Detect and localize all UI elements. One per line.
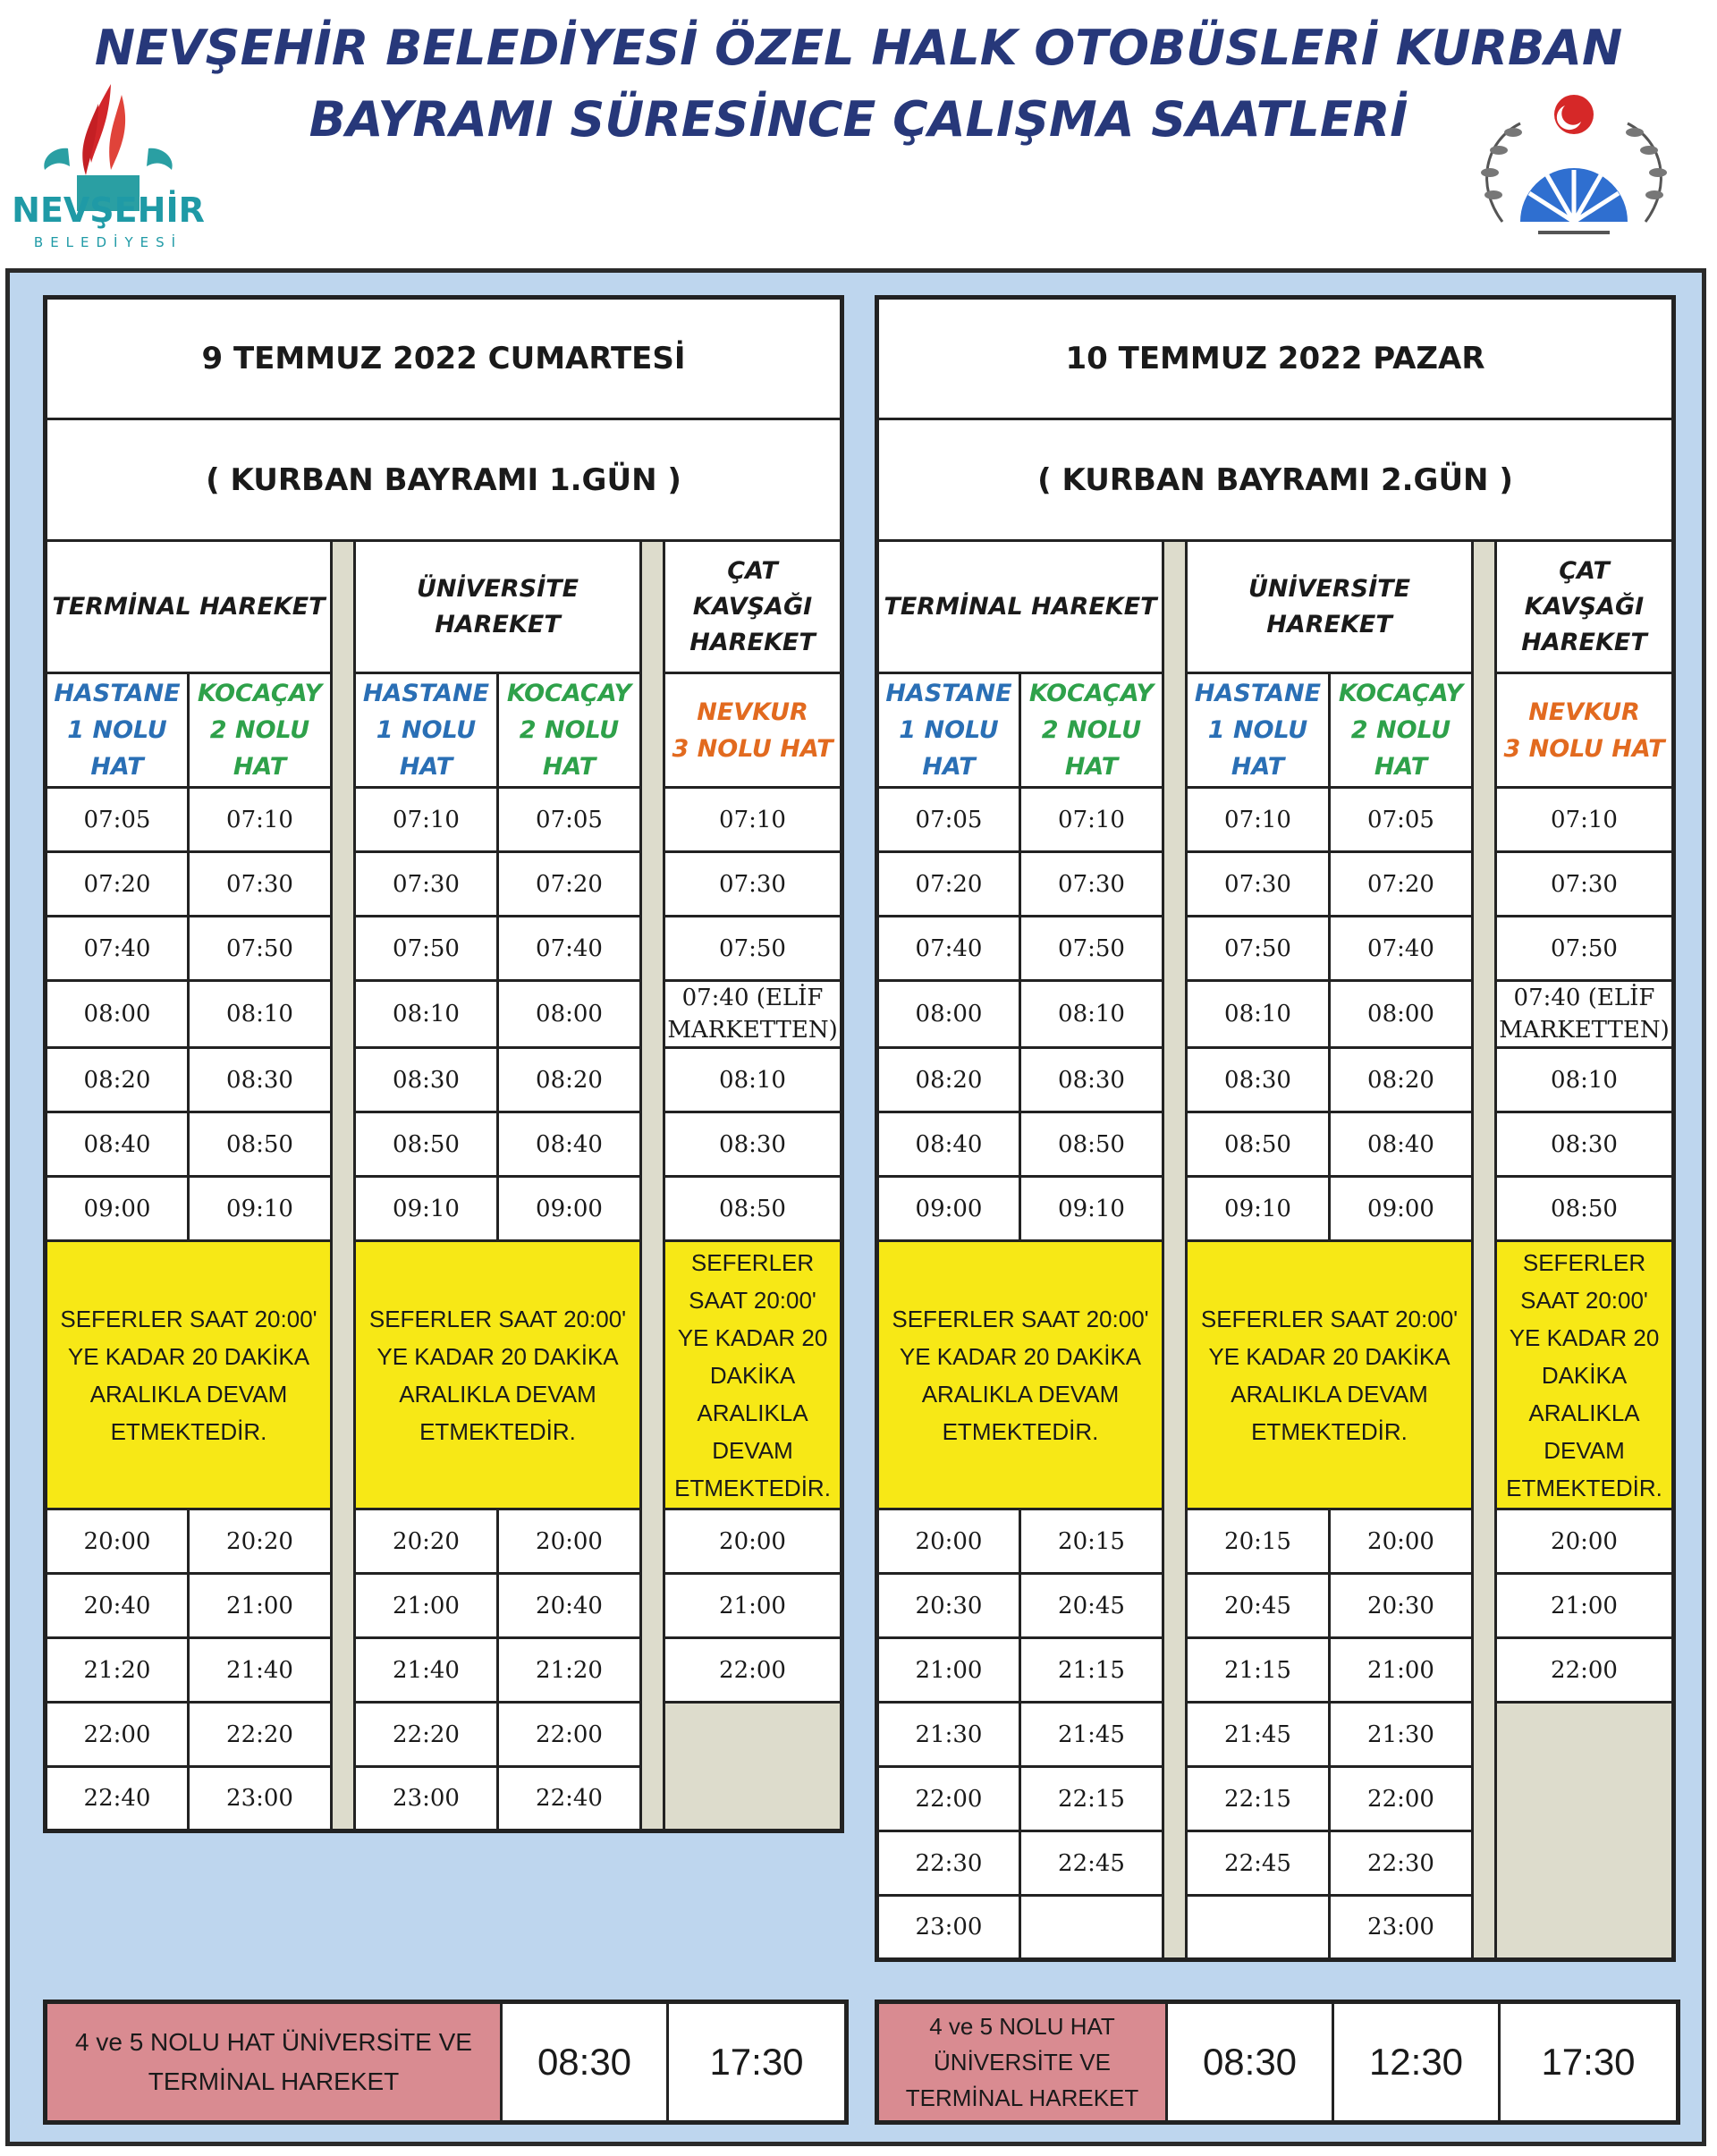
time-cell: 08:00 — [1330, 981, 1473, 1048]
time-cell: 09:00 — [1330, 1177, 1473, 1241]
time-cell: 07:40 — [46, 917, 189, 981]
time-cell: 09:00 — [46, 1177, 189, 1241]
time-cell: 07:30 — [664, 852, 842, 917]
time-cell: 20:20 — [355, 1509, 498, 1574]
time-cell: 08:50 — [355, 1112, 498, 1177]
day-2-terminal-header: TERMİNAL HAREKET — [877, 541, 1163, 673]
time-cell: 20:00 — [1496, 1509, 1673, 1574]
time-cell: 07:40 — [498, 917, 641, 981]
time-cell: 07:10 — [189, 788, 332, 852]
time-cell: 08:30 — [189, 1048, 332, 1112]
day-1-universite-header: ÜNİVERSİTE HAREKET — [355, 541, 641, 673]
time-cell: 20:00 — [664, 1509, 842, 1574]
time-cell: 07:20 — [1330, 852, 1473, 917]
day-2-u-hastane-label: HASTANE 1 NOLU HAT — [1187, 673, 1330, 788]
empty-filler-cell — [1496, 1703, 1674, 1960]
day-1-u-hastane-label: HASTANE 1 NOLU HAT — [355, 673, 498, 788]
time-cell: 07:40 (ELİF MARKETTEN) — [1496, 981, 1673, 1048]
time-cell: 20:20 — [189, 1509, 332, 1574]
day-2-t-kocacay-label: KOCAÇAY 2 NOLU HAT — [1020, 673, 1163, 788]
time-cell: 22:40 — [498, 1767, 641, 1831]
time-cell: 07:50 — [189, 917, 332, 981]
title-line-2: BAYRAMI SÜRESİNCE ÇALIŞMA SAATLERİ — [309, 91, 1408, 148]
time-cell: 21:00 — [877, 1638, 1020, 1703]
day-2-date: 10 TEMMUZ 2022 PAZAR — [877, 298, 1673, 419]
day-2-cat-header: ÇAT KAVŞAĞI HAREKET — [1496, 541, 1673, 673]
day-1-t-hastane-label: HASTANE 1 NOLU HAT — [46, 673, 189, 788]
time-cell: 20:15 — [1020, 1509, 1163, 1574]
time-cell: 08:20 — [498, 1048, 641, 1112]
time-cell: 22:15 — [1020, 1767, 1163, 1831]
day-2-cat-notice: SEFERLER SAAT 20:00' YE KADAR 20 DAKİKA ARALIKLA DEVAM ETMEKTEDİR. — [1496, 1241, 1673, 1509]
time-cell: 21:40 — [189, 1638, 332, 1703]
column-separator — [641, 541, 664, 1831]
time-cell: 08:10 — [1187, 981, 1330, 1048]
time-cell: 21:00 — [355, 1574, 498, 1638]
time-cell: 08:10 — [355, 981, 498, 1048]
day-2-universite-header: ÜNİVERSİTE HAREKET — [1187, 541, 1473, 673]
column-separator — [1473, 541, 1496, 1960]
time-cell: 20:00 — [877, 1509, 1020, 1574]
time-cell: 09:10 — [1020, 1177, 1163, 1241]
time-cell: 07:05 — [877, 788, 1020, 852]
time-cell: 08:20 — [877, 1048, 1020, 1112]
time-cell: 22:20 — [355, 1703, 498, 1767]
empty-filler-cell — [664, 1703, 842, 1831]
day-1-footer-time: 08:30 — [502, 2002, 668, 2123]
time-cell: 09:10 — [1187, 1177, 1330, 1241]
time-cell: 08:20 — [46, 1048, 189, 1112]
time-cell: 20:00 — [498, 1509, 641, 1574]
time-cell: 08:50 — [1020, 1112, 1163, 1177]
time-cell: 22:40 — [46, 1767, 189, 1831]
day-2-footer-time: 08:30 — [1167, 2002, 1333, 2123]
time-cell: 07:10 — [1496, 788, 1673, 852]
time-cell: 22:20 — [189, 1703, 332, 1767]
day-1-date: 9 TEMMUZ 2022 CUMARTESİ — [46, 298, 842, 419]
time-cell: 08:00 — [498, 981, 641, 1048]
time-cell: 22:00 — [877, 1767, 1020, 1831]
day-2-footer-time: 12:30 — [1333, 2002, 1500, 2123]
time-cell: 20:00 — [1330, 1509, 1473, 1574]
time-cell: 07:10 — [1020, 788, 1163, 852]
day-1-universite-notice: SEFERLER SAAT 20:00' YE KADAR 20 DAKİKA ARALIKLA DEVAM ETMEKTEDİR. — [355, 1241, 641, 1509]
day-1-footer-time: 17:30 — [668, 2002, 847, 2123]
time-cell — [1020, 1896, 1163, 1960]
day-1-cat-header: ÇAT KAVŞAĞI HAREKET — [664, 541, 842, 673]
nevsehir-municipality-logo — [5, 77, 211, 256]
time-cell: 09:10 — [355, 1177, 498, 1241]
time-cell: 21:00 — [664, 1574, 842, 1638]
time-cell: 21:40 — [355, 1638, 498, 1703]
day-1-t-kocacay-label: KOCAÇAY 2 NOLU HAT — [189, 673, 332, 788]
time-cell: 07:50 — [664, 917, 842, 981]
time-cell: 23:00 — [1330, 1896, 1473, 1960]
time-cell: 22:00 — [498, 1703, 641, 1767]
time-cell: 07:30 — [189, 852, 332, 917]
time-cell: 20:15 — [1187, 1509, 1330, 1574]
time-cell: 22:00 — [46, 1703, 189, 1767]
time-cell: 08:10 — [1020, 981, 1163, 1048]
day-2-nevkur-label: NEVKUR 3 NOLU HAT — [1496, 673, 1673, 788]
time-cell: 23:00 — [355, 1767, 498, 1831]
logo-left-sub: BELEDİYESİ — [33, 234, 183, 250]
column-separator — [1163, 541, 1187, 1960]
time-cell: 07:40 — [877, 917, 1020, 981]
time-cell: 20:30 — [877, 1574, 1020, 1638]
time-cell: 07:50 — [1187, 917, 1330, 981]
time-cell: 07:10 — [664, 788, 842, 852]
time-cell: 08:10 — [189, 981, 332, 1048]
time-cell: 22:15 — [1187, 1767, 1330, 1831]
time-cell: 20:40 — [498, 1574, 641, 1638]
time-cell: 07:50 — [1020, 917, 1163, 981]
time-cell: 08:30 — [1020, 1048, 1163, 1112]
time-cell: 22:45 — [1187, 1831, 1330, 1896]
time-cell: 21:45 — [1020, 1703, 1163, 1767]
time-cell: 07:20 — [877, 852, 1020, 917]
time-cell: 22:30 — [877, 1831, 1020, 1896]
time-cell: 22:00 — [664, 1638, 842, 1703]
time-cell: 08:50 — [189, 1112, 332, 1177]
time-cell: 08:20 — [1330, 1048, 1473, 1112]
day-2-u-kocacay-label: KOCAÇAY 2 NOLU HAT — [1330, 673, 1473, 788]
day-2-universite-notice: SEFERLER SAAT 20:00' YE KADAR 20 DAKİKA ARALIKLA DEVAM ETMEKTEDİR. — [1187, 1241, 1473, 1509]
time-cell: 07:30 — [1187, 852, 1330, 917]
time-cell: 07:10 — [1187, 788, 1330, 852]
time-cell: 07:05 — [1330, 788, 1473, 852]
time-cell: 21:30 — [877, 1703, 1020, 1767]
time-cell: 07:20 — [46, 852, 189, 917]
time-cell: 23:00 — [189, 1767, 332, 1831]
day-1-terminal-header: TERMİNAL HAREKET — [46, 541, 332, 673]
time-cell: 22:00 — [1330, 1767, 1473, 1831]
time-cell: 22:30 — [1330, 1831, 1473, 1896]
time-cell: 21:20 — [498, 1638, 641, 1703]
time-cell: 21:15 — [1020, 1638, 1163, 1703]
page-title — [0, 13, 1717, 156]
time-cell: 08:30 — [355, 1048, 498, 1112]
time-cell: 08:50 — [1496, 1177, 1673, 1241]
time-cell: 20:45 — [1187, 1574, 1330, 1638]
day-2-schedule-table — [875, 295, 1676, 1962]
day-1-nevkur-label: NEVKUR 3 NOLU HAT — [664, 673, 842, 788]
time-cell: 08:30 — [664, 1112, 842, 1177]
time-cell: 08:00 — [46, 981, 189, 1048]
time-cell: 08:50 — [1187, 1112, 1330, 1177]
time-cell: 21:45 — [1187, 1703, 1330, 1767]
time-cell: 08:00 — [877, 981, 1020, 1048]
time-cell: 07:05 — [498, 788, 641, 852]
time-cell: 20:45 — [1020, 1574, 1163, 1638]
day-1-u-kocacay-label: KOCAÇAY 2 NOLU HAT — [498, 673, 641, 788]
time-cell: 09:00 — [498, 1177, 641, 1241]
time-cell: 07:50 — [1496, 917, 1673, 981]
time-cell: 08:40 — [46, 1112, 189, 1177]
day-1-schedule-table — [43, 295, 844, 1833]
time-cell: 22:45 — [1020, 1831, 1163, 1896]
time-cell: 07:50 — [355, 917, 498, 981]
time-cell: 20:40 — [46, 1574, 189, 1638]
column-separator — [332, 541, 355, 1831]
time-cell: 07:30 — [1020, 852, 1163, 917]
day-1-terminal-notice: SEFERLER SAAT 20:00' YE KADAR 20 DAKİKA ARALIKLA DEVAM ETMEKTEDİR. — [46, 1241, 332, 1509]
day-2-t-hastane-label: HASTANE 1 NOLU HAT — [877, 673, 1020, 788]
time-cell: 20:30 — [1330, 1574, 1473, 1638]
time-cell: 09:00 — [877, 1177, 1020, 1241]
time-cell: 21:30 — [1330, 1703, 1473, 1767]
time-cell: 22:00 — [1496, 1638, 1673, 1703]
time-cell: 08:40 — [877, 1112, 1020, 1177]
time-cell: 08:10 — [1496, 1048, 1673, 1112]
day-2-terminal-notice: SEFERLER SAAT 20:00' YE KADAR 20 DAKİKA ARALIKLA DEVAM ETMEKTEDİR. — [877, 1241, 1163, 1509]
day-1-holiday: ( KURBAN BAYRAMI 1.GÜN ) — [46, 419, 842, 541]
day-1-cat-notice: SEFERLER SAAT 20:00' YE KADAR 20 DAKİKA ARALIKLA DEVAM ETMEKTEDİR. — [664, 1241, 842, 1509]
time-cell: 08:40 — [1330, 1112, 1473, 1177]
time-cell: 07:30 — [355, 852, 498, 917]
time-cell: 20:00 — [46, 1509, 189, 1574]
time-cell: 07:40 (ELİF MARKETTEN) — [664, 981, 842, 1048]
time-cell: 21:20 — [46, 1638, 189, 1703]
day-2-footer-table — [875, 2000, 1680, 2125]
time-cell: 07:40 — [1330, 917, 1473, 981]
time-cell: 09:10 — [189, 1177, 332, 1241]
time-cell: 21:00 — [1330, 1638, 1473, 1703]
time-cell: 07:20 — [498, 852, 641, 917]
time-cell: 08:30 — [1187, 1048, 1330, 1112]
time-cell: 21:00 — [1496, 1574, 1673, 1638]
day-1-footer-table — [43, 2000, 849, 2125]
time-cell: 08:30 — [1496, 1112, 1673, 1177]
time-cell: 21:15 — [1187, 1638, 1330, 1703]
time-cell: 07:05 — [46, 788, 189, 852]
time-cell: 07:10 — [355, 788, 498, 852]
time-cell: 07:30 — [1496, 852, 1673, 917]
time-cell: 23:00 — [877, 1896, 1020, 1960]
day-2-footer-time: 17:30 — [1500, 2002, 1679, 2123]
title-line-1: NEVŞEHİR BELEDİYESİ ÖZEL HALK OTOBÜSLERİ KURBAN — [94, 20, 1623, 76]
time-cell — [1187, 1896, 1330, 1960]
day-2-footer-label: 4 ve 5 NOLU HAT ÜNİVERSİTE VE TERMİNAL HAREKET — [877, 2002, 1167, 2123]
time-cell: 08:10 — [664, 1048, 842, 1112]
time-cell: 21:00 — [189, 1574, 332, 1638]
time-cell: 08:50 — [664, 1177, 842, 1241]
emblem-logo — [1467, 88, 1681, 249]
time-cell: 08:40 — [498, 1112, 641, 1177]
day-2-holiday: ( KURBAN BAYRAMI 2.GÜN ) — [877, 419, 1673, 541]
day-1-footer-label: 4 ve 5 NOLU HAT ÜNİVERSİTE VE TERMİNAL HAREKET — [46, 2002, 502, 2123]
logo-left-name: NEVŞEHİR — [12, 190, 205, 230]
